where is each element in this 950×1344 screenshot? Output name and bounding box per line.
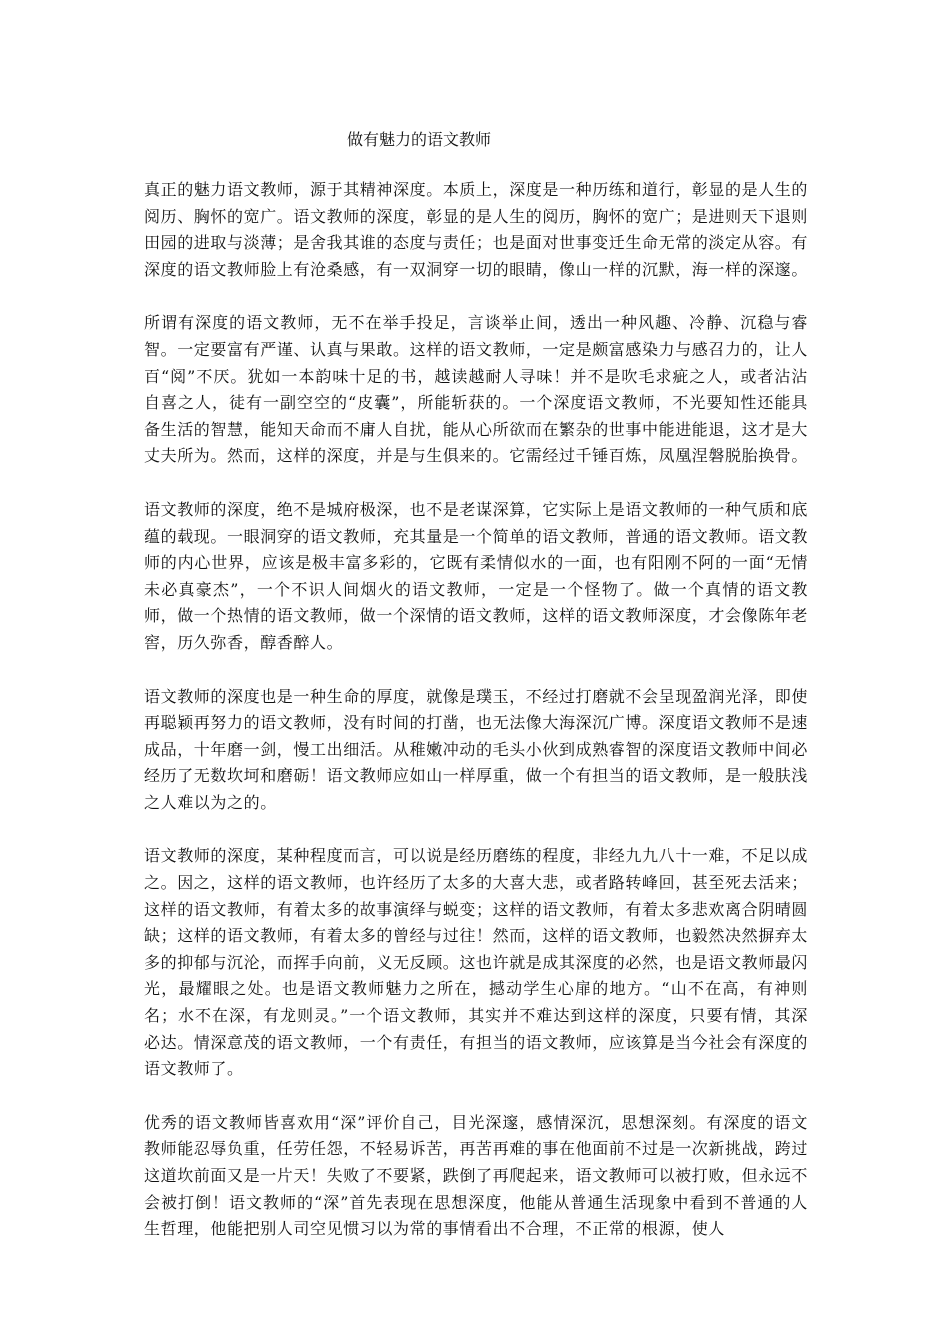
paragraph-4: 语文教师的深度也是一种生命的厚度，就像是璞玉，不经过打磨就不会呈现盈润光泽，即使再聪颖再努力的语文教师，没有时间的打凿，也无法像大海深沉广博。深度语文教师不是速成品，十年磨一剑，慢工出细活。从稚嫩冲动的毛头小伙到成熟睿智的深度语文教师中间必经历了无数坎坷和磨砺！语文教师应如山一样厚重，做一个有担当的语文教师，是一般肤浅之人难以为之的。 (144, 686, 809, 812)
document-body (144, 177, 808, 1270)
paragraph-2: 所谓有深度的语文教师，无不在举手投足，言谈举止间，透出一种风趣、冷静、沉稳与睿智。一定要富有严谨、认真与果敢。这样的语文教师，一定是颇富感染力与感召力的，让人百“阅”不厌。犹如一本韵味十足的书，越读越耐人寻味！并不是吹毛求疵之人，或者沾沾自喜之人，徒有一副空空的“皮囊”，所能斩获的。一个深度语文教师，不光要知性还能具备生活的智慧，能知天命而不庸人自扰，能从心所欲而在繁杂的世事中能进能退，这才是大丈夫所为。然而，这样的深度，并是与生俱来的。它需经过千锤百炼，凤凰涅磐脱胎换骨。 (144, 313, 809, 466)
paragraph-6: 优秀的语文教师皆喜欢用“深”评价自己，目光深邃，感情深沉，思想深刻。有深度的语文教师能忍辱负重，任劳任怨，不轻易诉苦，再苦再难的事在他面前不过是一次新挑战，跨过这道坎前面又是一片天！失败了不要紧，跌倒了再爬起来，语文教师可以被打败，但永远不会被打倒！语文教师的“深”首先表现在思想深度，他能从普通生活现象中看到不普通的人生哲理，他能把别人司空见惯习以为常的事情看出不合理，不正常的根源，使人 (144, 1112, 809, 1239)
document-title: 做有魅力的语文教师 (347, 130, 492, 149)
paragraph-1: 真正的魅力语文教师，源于其精神深度。本质上，深度是一种历练和道行，彰显的是人生的阅历、胸怀的宽广。语文教师的深度，彰显的是人生的阅历，胸怀的宽广；是进则天下退则田园的进取与淡薄；是舍我其谁的态度与责任；也是面对世事变迁生命无常的淡定从容。有深度的语文教师脸上有沧桑感，有一双洞穿一切的眼睛，像山一样的沉默，海一样的深邃。 (144, 180, 809, 279)
paragraph-3: 语文教师的深度，绝不是城府极深，也不是老谋深算，它实际上是语文教师的一种气质和底蕴的载现。一眼洞穿的语文教师，充其量是一个简单的语文教师，普通的语文教师。语文教师的内心世界，应该是极丰富多彩的，它既有柔情似水的一面，也有阳刚不阿的一面“无情未必真豪杰”，一个不识人间烟火的语文教师，一定是一个怪物了。做一个真情的语文教师，做一个热情的语文教师，做一个深情的语文教师，这样的语文教师深度，才会像陈年老窖，历久弥香，醇香醉人。 (144, 499, 809, 652)
paragraph-5: 语文教师的深度，某种程度而言，可以说是经历磨练的程度，非经九九八十一难，不足以成之。因之，这样的语文教师，也许经历了太多的大喜大悲，或者路转峰回，甚至死去活来；这样的语文教师，有着太多的故事演绎与蜕变；这样的语文教师，有着太多悲欢离合阴晴圆缺；这样的语文教师，有着太多的曾经与过往！然而，这样的语文教师，也毅然决然摒弃太多的抑郁与沉沦，而挥手向前，义无反顾。这也许就是成其深度的必然，也是语文教师最闪光，最耀眼之处。也是语文教师魅力之所在，撼动学生心扉的地方。“山不在高，有神则名；水不在深，有龙则灵。”一个语文教师，其实并不难达到这样的深度，只要有情，其深必达。情深意茂的语文教师，一个有责任，有担当的语文教师，应该算是当今社会有深度的语文教师了。 (144, 846, 809, 1079)
